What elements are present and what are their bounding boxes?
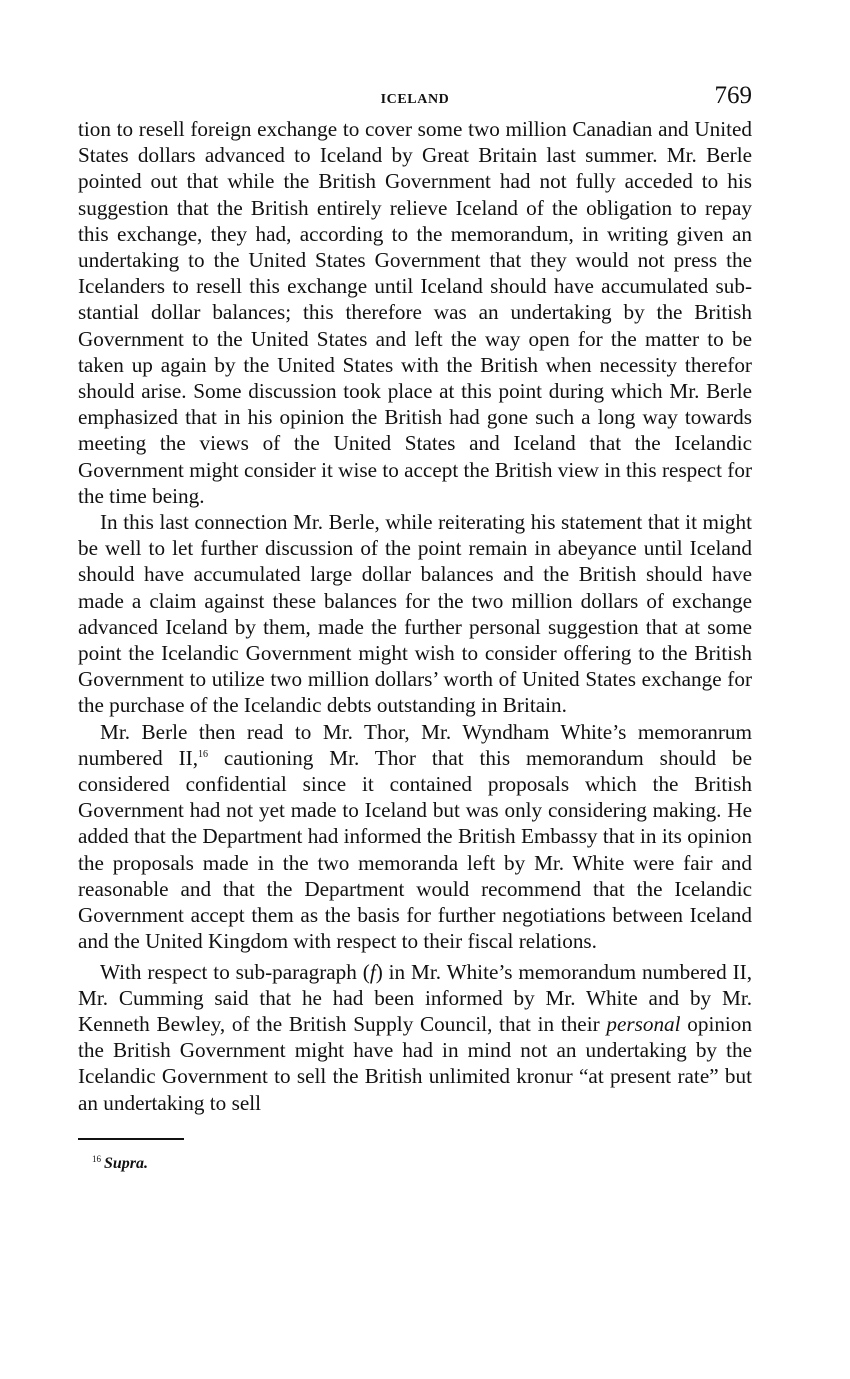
running-title: ICELAND [380, 92, 450, 107]
paragraph-2: In this last connection Mr. Berle, while reiterating his statement that it might be well to let further discussion of the point remain in abeyance until Iceland should have accumulated large dollar balances and the British should have made a claim against these balances for the two million dollars of exchange advanced Iceland by them, made the further personal suggestion that at some point the Icelandic Government might wish to consider offering to the British Government to utilize two million dollars’ worth of United States exchange for the purchase of the Icelandic debts outstanding in Britain. [78, 510, 752, 718]
paragraph-4-text-b: ) in Mr. White’s memorandum numbered II, Mr. Cumming said that he had been informed by Mr. White and by Mr. Kenneth Bewley, of the British Supply Council, that in their [78, 959, 752, 1036]
footnote-reference: 16 [198, 748, 209, 760]
body-text [78, 116, 752, 1116]
emphasis-personal: personal [606, 1011, 681, 1036]
paragraph-3 [78, 719, 752, 955]
paragraph-3-text-a: Mr. Berle then read to Mr. Thor, Mr. Wyndham White’s memoranrum numbered II, [78, 719, 752, 770]
running-head [78, 80, 752, 116]
paragraph-1: tion to resell foreign exchange to cover some two million Canadian and United States dollars advanced to Iceland by Great Britain last summer. Mr. Berle pointed out that while the British Government had not fully acceded to his suggestion that the British entirely relieve Iceland of the obligation to repay this exchange, they had, according to the memorandum, in writing given an undertaking to the United States Government that they would not press the Icelanders to resell this exchange until Iceland should have accumulated substantial dollar balances; this therefore was an undertaking by the British Government to the United States and left the way open for the matter to be taken up again by the United States with the British when necessity therefor should arise. Some discussion took place at this point during which Mr. Berle emphasized that in his opinion the British had gone such a long way towards meeting the views of the United States and Iceland that the Icelandic Government might consider it wise to accept the British view in this respect for the time being. [78, 117, 752, 508]
subparagraph-letter: f [369, 959, 376, 984]
paragraph-4 [78, 959, 752, 1116]
footnote-divider [78, 1138, 184, 1140]
footnote [92, 1154, 752, 1173]
paragraph-4-text-c: opinion the British Government might have had in mind not an undertaking by the Icelandic Government to sell the British unlimited kronur “at present rate” but an undertaking to sell [78, 1011, 752, 1115]
page-number: 769 [714, 82, 752, 109]
footnote-mark: 16 [92, 1153, 101, 1164]
document-page [78, 80, 752, 1173]
paragraph-4-text-a: With respect to sub-paragraph ( [100, 959, 370, 984]
footnote-text: Supra. [104, 1154, 149, 1172]
paragraph-3-text-b: cautioning Mr. Thor that this memorandum should be considered confidential since it contained proposals which the British Government had not yet made to Iceland but was only considering making. He added that the Department had informed the British Embassy that in its opinion the proposals made in the two memoranda left by Mr. White were fair and reasonable and that the Department would recommend that the Icelandic Government accept them as the basis for further negotiations between Iceland and the United Kingdom with respect to their fiscal relations. [78, 745, 752, 954]
